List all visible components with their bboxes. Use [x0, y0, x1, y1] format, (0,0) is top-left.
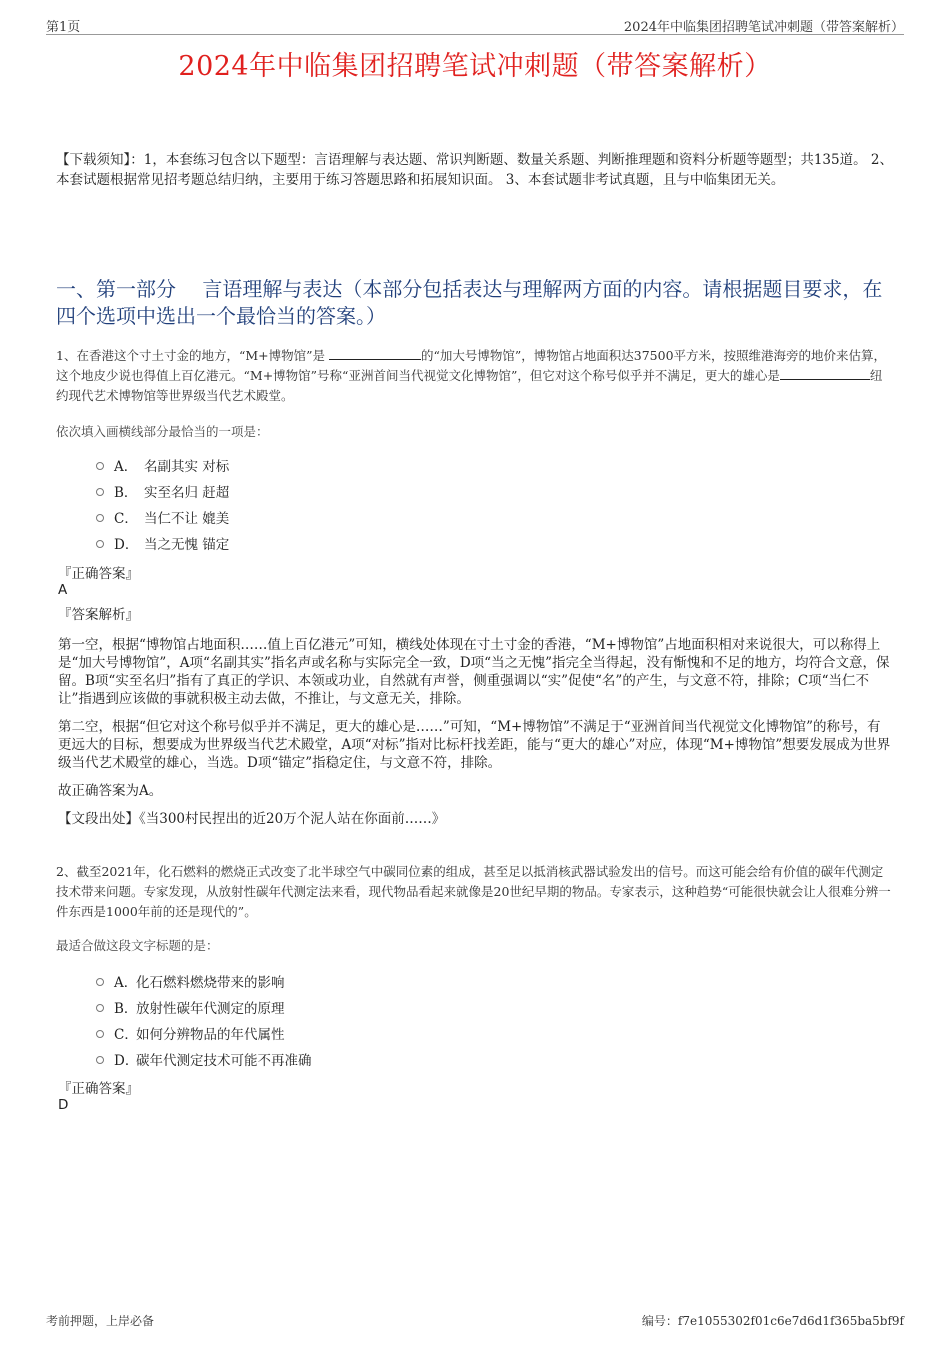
- radio-icon[interactable]: [96, 978, 104, 986]
- question-2-options: [96, 968, 312, 1072]
- option-letter: D．: [114, 537, 139, 553]
- correct-answer-label: 『正确答案』: [58, 566, 139, 582]
- question-2-stem: 2、截至2021年，化石燃料的燃烧正式改变了北半球空气中碳同位素的组成，甚至足以抵消核武器试验发出的信号。而这可能会给有价值的碳年代测定技术带来问题。专家发现，从放射性碳年代测定法来看，现代物品看起来就像是20世纪早期的物品。专家表示，这种趋势“可能很快就会让人很难分辨一件东西是1000年前的还是现代的”。: [56, 864, 891, 919]
- document-id: 编号：f7e1055302f01c6e7d6d1f365ba5bf9f: [641, 1314, 904, 1328]
- document-title: 2024年中临集团招聘笔试冲刺题（带答案解析）: [178, 51, 772, 82]
- question-2-prompt: 最适合做这段文字标题的是：: [56, 938, 219, 953]
- option-letter: A．: [114, 459, 138, 475]
- option-text: 当仁不让 媲美: [144, 511, 230, 527]
- answer-blank-2: [780, 367, 870, 380]
- option-letter: C．: [114, 1027, 138, 1043]
- option-text: 碳年代测定技术可能不再准确: [136, 1053, 312, 1069]
- question-1-stem: [56, 346, 894, 406]
- question-2: [56, 862, 894, 922]
- radio-icon[interactable]: [96, 1004, 104, 1012]
- radio-icon[interactable]: [96, 1030, 104, 1038]
- correct-answer: A: [58, 582, 68, 598]
- footer-slogan: 考前押题，上岸必备: [46, 1314, 155, 1328]
- question-1-stem-part-b: 的“加大号博物馆”，博物馆占地面积达37500平方米，按照维港海旁的地价来估算，这个地皮少说也得值上百亿港元。“M+博物馆”号称“亚洲首间当代视觉文化博物馆”，但它对这个称号似乎并不满足，更大的雄心是: [56, 348, 887, 383]
- radio-icon[interactable]: [96, 540, 104, 548]
- radio-icon[interactable]: [96, 488, 104, 496]
- question-1: [56, 346, 894, 406]
- option-a[interactable]: [96, 968, 312, 994]
- question-1-stem-part-c: 纽约现代艺术博物馆等世界级当代艺术殿堂。: [56, 368, 883, 403]
- option-letter: B．: [114, 1001, 138, 1017]
- option-text: 实至名归 赶超: [144, 485, 230, 501]
- page-number: 第1页: [46, 20, 81, 35]
- correct-answer: D: [58, 1097, 69, 1113]
- download-notice: 【下载须知】：1，本套练习包含以下题型：言语理解与表达题、常识判断题、数量关系题、判断推理题和资料分析题等题型；共135道。 2、本套试题根据常见招考题总结归纳，主要用于练习答题思路和拓展知识面。 3、本套试题非考试真题，且与中临集团无关。: [56, 152, 893, 188]
- running-title: 2024年中临集团招聘笔试冲刺题（带答案解析）: [623, 20, 904, 35]
- option-text: 放射性碳年代测定的原理: [136, 1001, 285, 1017]
- analysis-paragraph: 第一空，根据“博物馆占地面积……值上百亿港元”可知，横线处体现在寸土寸金的香港，“M+博物馆”占地面积相对来说很大，可以称得上是“加大号博物馆”，A项“名副其实”指名声或名称与实际完全一致，D项“当之无愧”指完全当得起，没有惭愧和不足的地方，均符合文意，保留。B项“实至名归”指有了真正的学识、本领或功业，自然就有声誉，侧重强调以“实”促使“名”的产生，与文意不符，排除；C项“当仁不让”指遇到应该做的事就积极主动去做，不推让，与文意无关，排除。: [58, 637, 890, 707]
- correct-answer-label: 『正确答案』: [58, 1081, 139, 1097]
- question-1-prompt-wrap: [56, 422, 894, 442]
- question-1-options: [96, 452, 229, 556]
- option-d[interactable]: [96, 1046, 312, 1072]
- source-citation: 【文段出处】《当300村民捏出的近20万个泥人站在你面前……》: [58, 811, 446, 827]
- question-2-prompt-wrap: [56, 936, 894, 956]
- option-d[interactable]: [96, 530, 229, 556]
- section-title: 一、第一部分 言语理解与表达（本部分包括表达与理解两方面的内容。请根据题目要求，在四个选项中选出一个最恰当的答案。）: [56, 277, 883, 328]
- option-letter: C．: [114, 511, 138, 527]
- option-a[interactable]: [96, 452, 229, 478]
- option-b[interactable]: [96, 478, 229, 504]
- page-header: [46, 14, 904, 35]
- question-1-stem-part-a: 1、在香港这个寸土寸金的地方，“M+博物馆”是: [56, 348, 329, 363]
- option-letter: A．: [114, 975, 138, 991]
- option-text: 如何分辨物品的年代属性: [136, 1027, 285, 1043]
- answer-analysis: [58, 636, 894, 838]
- radio-icon[interactable]: [96, 514, 104, 522]
- radio-icon[interactable]: [96, 1056, 104, 1064]
- option-c[interactable]: [96, 1020, 312, 1046]
- analysis-conclusion: 故正确答案为A。: [58, 783, 163, 799]
- option-letter: D．: [114, 1053, 139, 1069]
- analysis-paragraph: 第二空，根据“但它对这个称号似乎并不满足，更大的雄心是……”可知，“M+博物馆”不满足于“亚洲首间当代视觉文化博物馆”的称号，有更远大的目标，想要成为世界级当代艺术殿堂，A项“对标”指对比标杆找差距，能与“更大的雄心”对应，体现“M+博物馆”想要发展成为世界级当代艺术殿堂的雄心，当选。D项“锚定”指稳定住，与文意不符，排除。: [58, 719, 891, 771]
- option-b[interactable]: [96, 994, 312, 1020]
- question-1-prompt: 依次填入画横线部分最恰当的一项是：: [56, 424, 269, 439]
- analysis-label: 『答案解析』: [58, 607, 139, 623]
- option-c[interactable]: [96, 504, 229, 530]
- option-letter: B．: [114, 485, 138, 501]
- option-text: 当之无愧 锚定: [144, 537, 230, 553]
- answer-blank-1: [329, 347, 421, 360]
- option-text: 名副其实 对标: [144, 459, 230, 475]
- radio-icon[interactable]: [96, 462, 104, 470]
- option-text: 化石燃料燃烧带来的影响: [136, 975, 285, 991]
